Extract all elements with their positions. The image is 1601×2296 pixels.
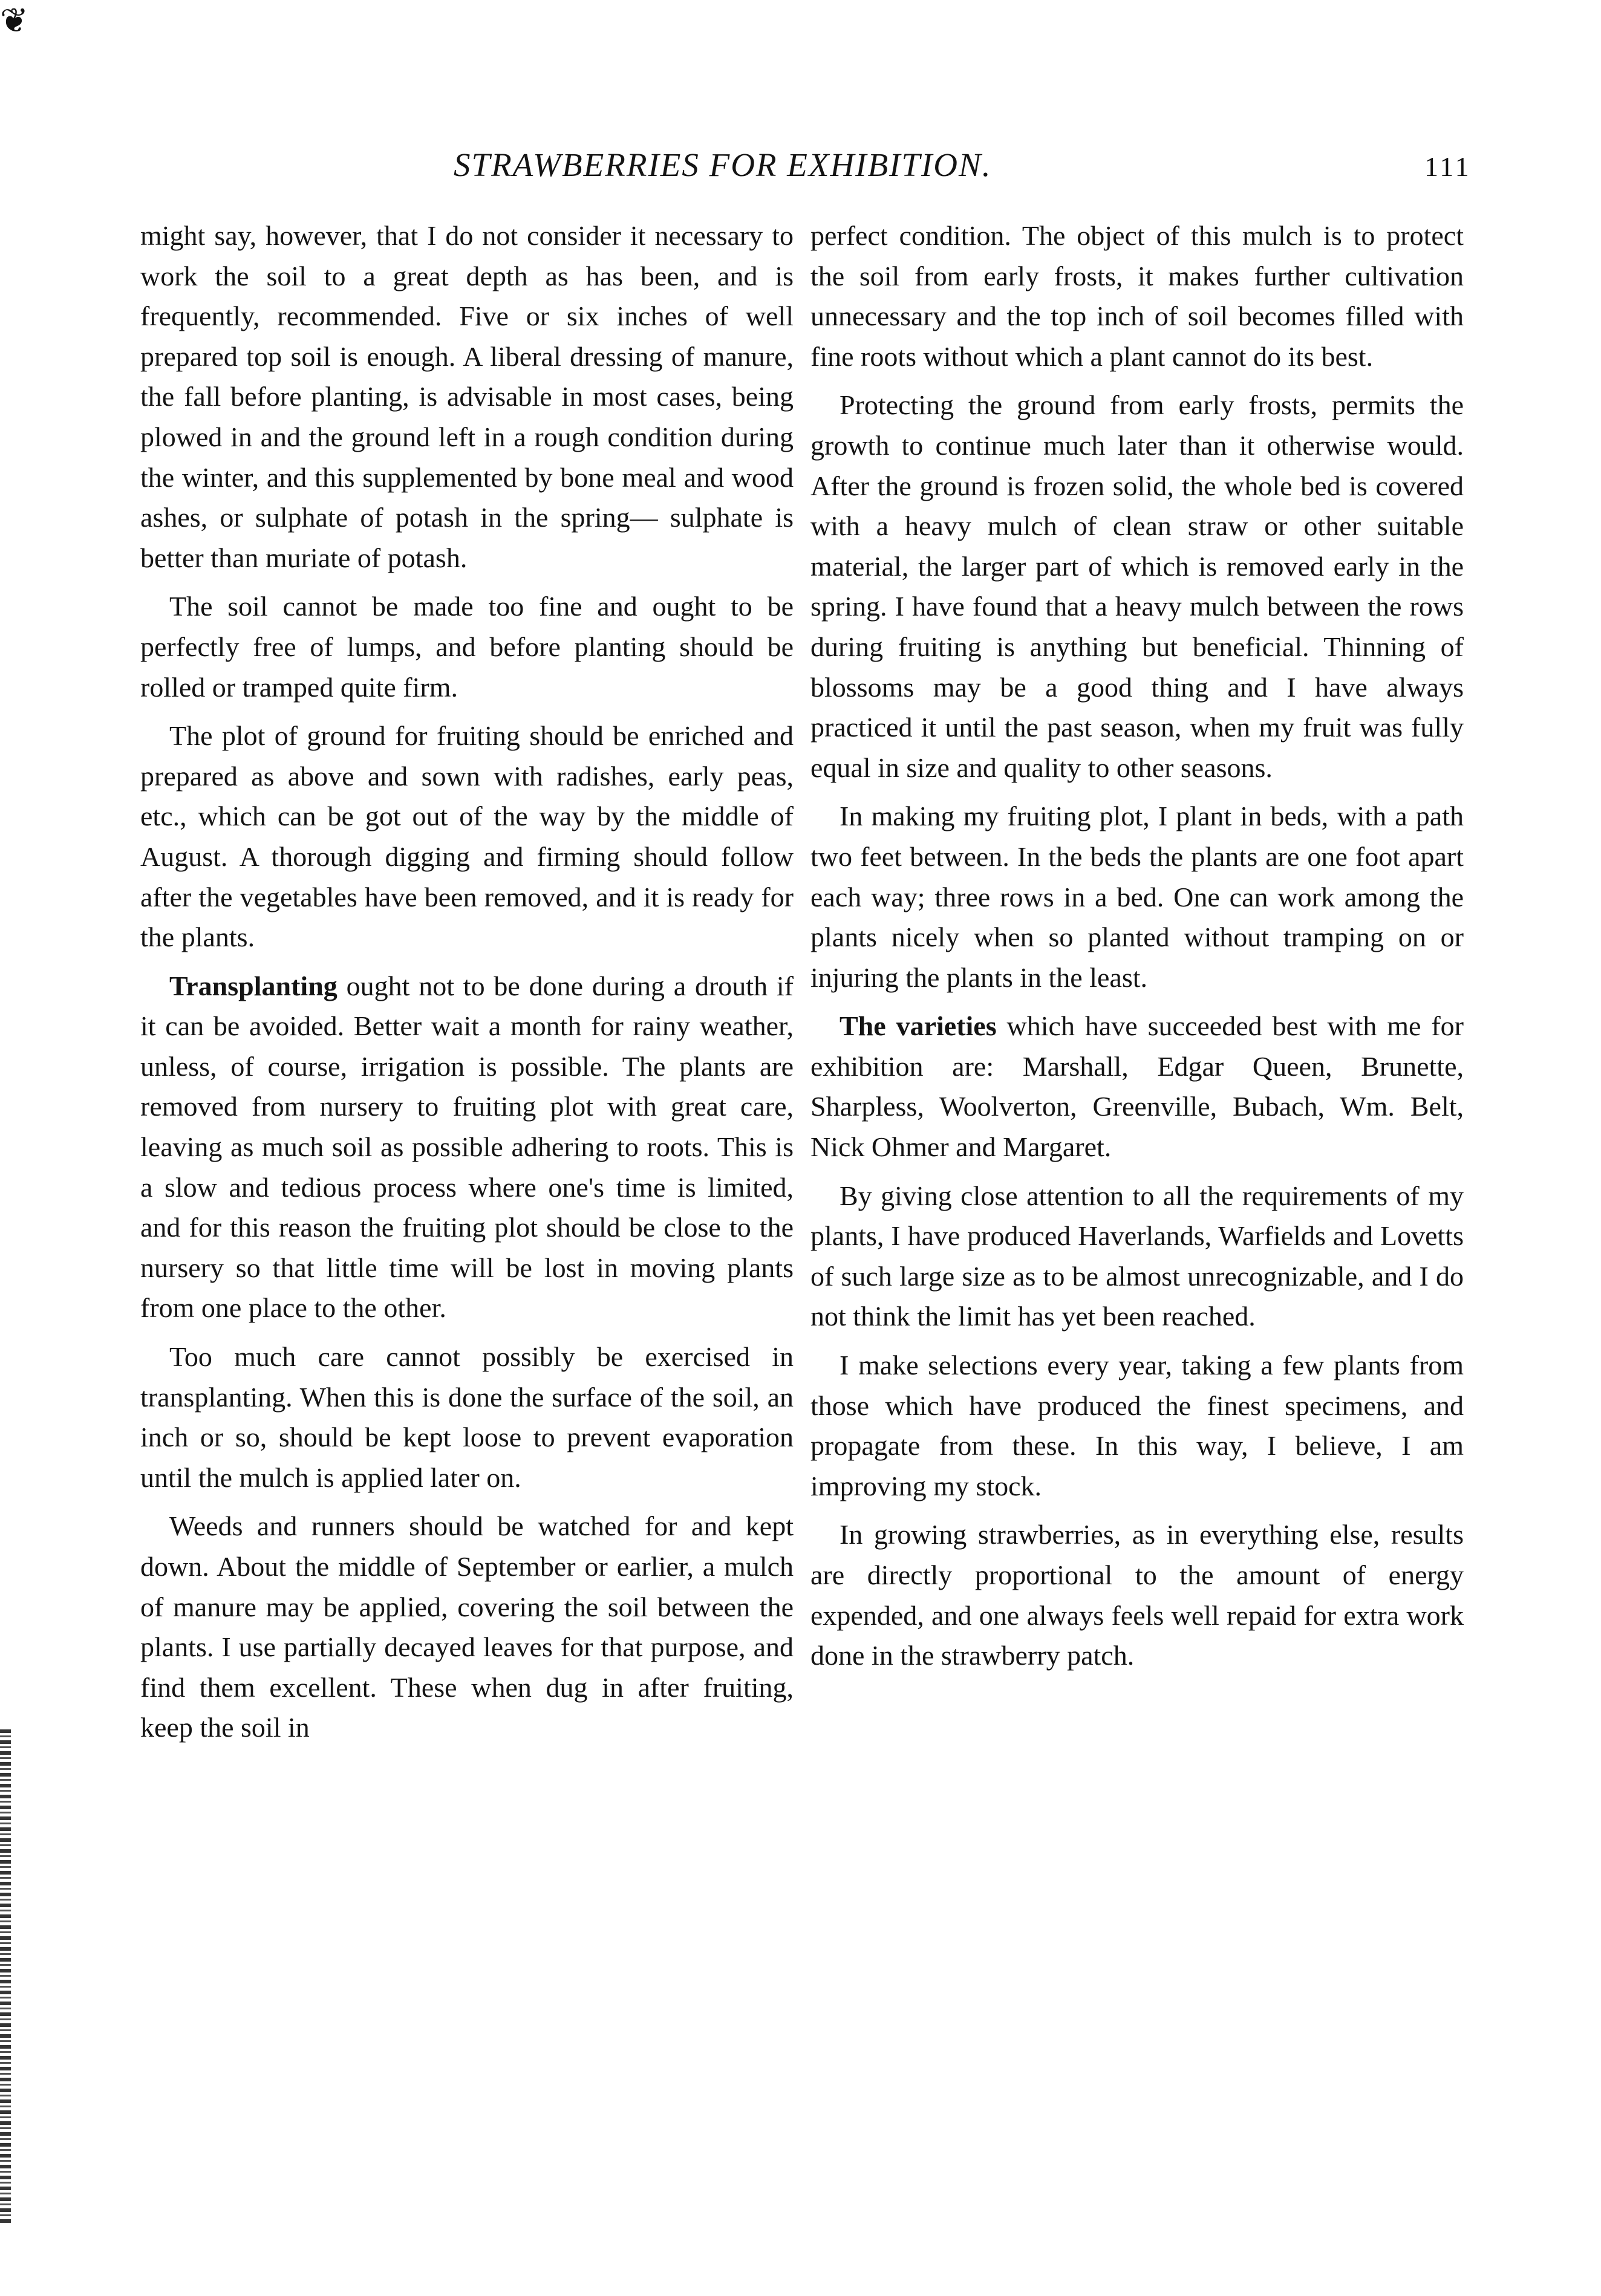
paragraph: Too much care cannot possibly be exercised in transplanting. When this is done the surface of the soil, an inch or so, should be kept loose to prevent evaporation until the mulch is applied later on. [140,1341,794,1493]
paragraph: I make selections every year, taking a few plants from those which have produced the finest specimens, and propagate from these. In this way, I believe, I am improving my stock. [810,1350,1464,1501]
page-header [0,144,1601,192]
paragraph: By giving close attention to all the requirements of my plants, I have produced Haverlands, Warfields and Lovetts of such large size as to be almost unrecognizable, and I do not think the limit has yet been reached. [810,1180,1464,1332]
paragraph: Protecting the ground from early frosts, permits the growth to continue much later than it otherwise would. After the ground is frozen solid, the whole bed is covered with a heavy mulch of clean straw or other suitable material, the larger part of which is removed early in the spring. I have found that a heavy mulch between the rows during fruiting is anything but beneficial. Thinning of blossoms may be a good thing and I have always practiced it until the past season, when my fruit was fully equal in size and quality to other seasons. [810,389,1464,783]
paragraph: The plot of ground for fruiting should be enriched and prepared as above and sown with radishes, early peas, etc., which can be got out of the way by the middle of August. A thorough digging and firming should follow after the vegetables have been removed, and it is ready for the plants. [140,720,794,953]
run-in-heading: The varieties [840,1010,997,1042]
running-title: STRAWBERRIES FOR EXHIBITION. [454,146,992,183]
scan-edge-strip [0,1729,11,2225]
paragraph [810,1006,1464,1167]
right-column [810,216,1464,1676]
left-column [140,216,794,1748]
paragraph: might say, however, that I do not consider it necessary to work the soil to a great depth as has been, and is frequently, recommended. Five or six inches of well prepared top soil is enough. A liberal dressing of manure, the fall before planting, is advisable in most cases, being plowed in and the ground left in a rough condition during the winter, and this supplemented by bone meal and wood ashes, or sulphate of potash in the spring— sulphate is better than muriate of potash. [140,220,794,573]
paragraph: In making my fruiting plot, I plant in beds, with a path two feet between. In the beds the plants are one foot apart each way; three rows in a bed. One can work among the plants nicely when so planted without tramping on or injuring the plants in the least. [810,801,1464,993]
paragraph: The soil cannot be made too fine and ought to be perfectly free of lumps, and before planting should be rolled or tramped quite firm. [140,591,794,703]
scan-artifact-mark: ❦ [0,2,28,40]
paragraph-text: ought not to be done during a drouth if it can be avoided. Better wait a month for rainy weather, unless, of course, irrigation is possible. The plants are removed from nursery to fruiting plot with great care, leaving as much soil as possible adhering to roots. This is a slow and tedious process where one's time is limited, and for this reason the fruiting plot should be close to the nursery so that little time will be lost in moving plants from one place to the other. [140,970,794,1324]
paragraph: In growing strawberries, as in everything else, results are directly proportional to the amount of energy expended, and one always feels well repaid for extra work done in the strawberry patch. [810,1519,1464,1671]
page-number: 111 [1424,151,1472,182]
run-in-heading: Transplanting [169,970,337,1001]
paragraph [140,966,794,1328]
paragraph: perfect condition. The object of this mulch is to protect the soil from early frosts, it makes further cultivation unnecessary and the top inch of soil becomes filled with fine roots without which a plant cannot do its best. [810,220,1464,372]
paragraph-text: which have succeeded best with me for exhibition are: Marshall, Edgar Queen, Brunette, Sharpless, Woolverton, Greenville, Bubach, Wm. Belt, Nick Ohmer and Margaret. [810,1010,1464,1163]
paragraph: Weeds and runners should be watched for and kept down. About the middle of September or earlier, a mulch of manure may be applied, covering the soil between the plants. I use partially decayed leaves for that purpose, and find them excellent. These when dug in after fruiting, keep the soil in [140,1511,794,1743]
